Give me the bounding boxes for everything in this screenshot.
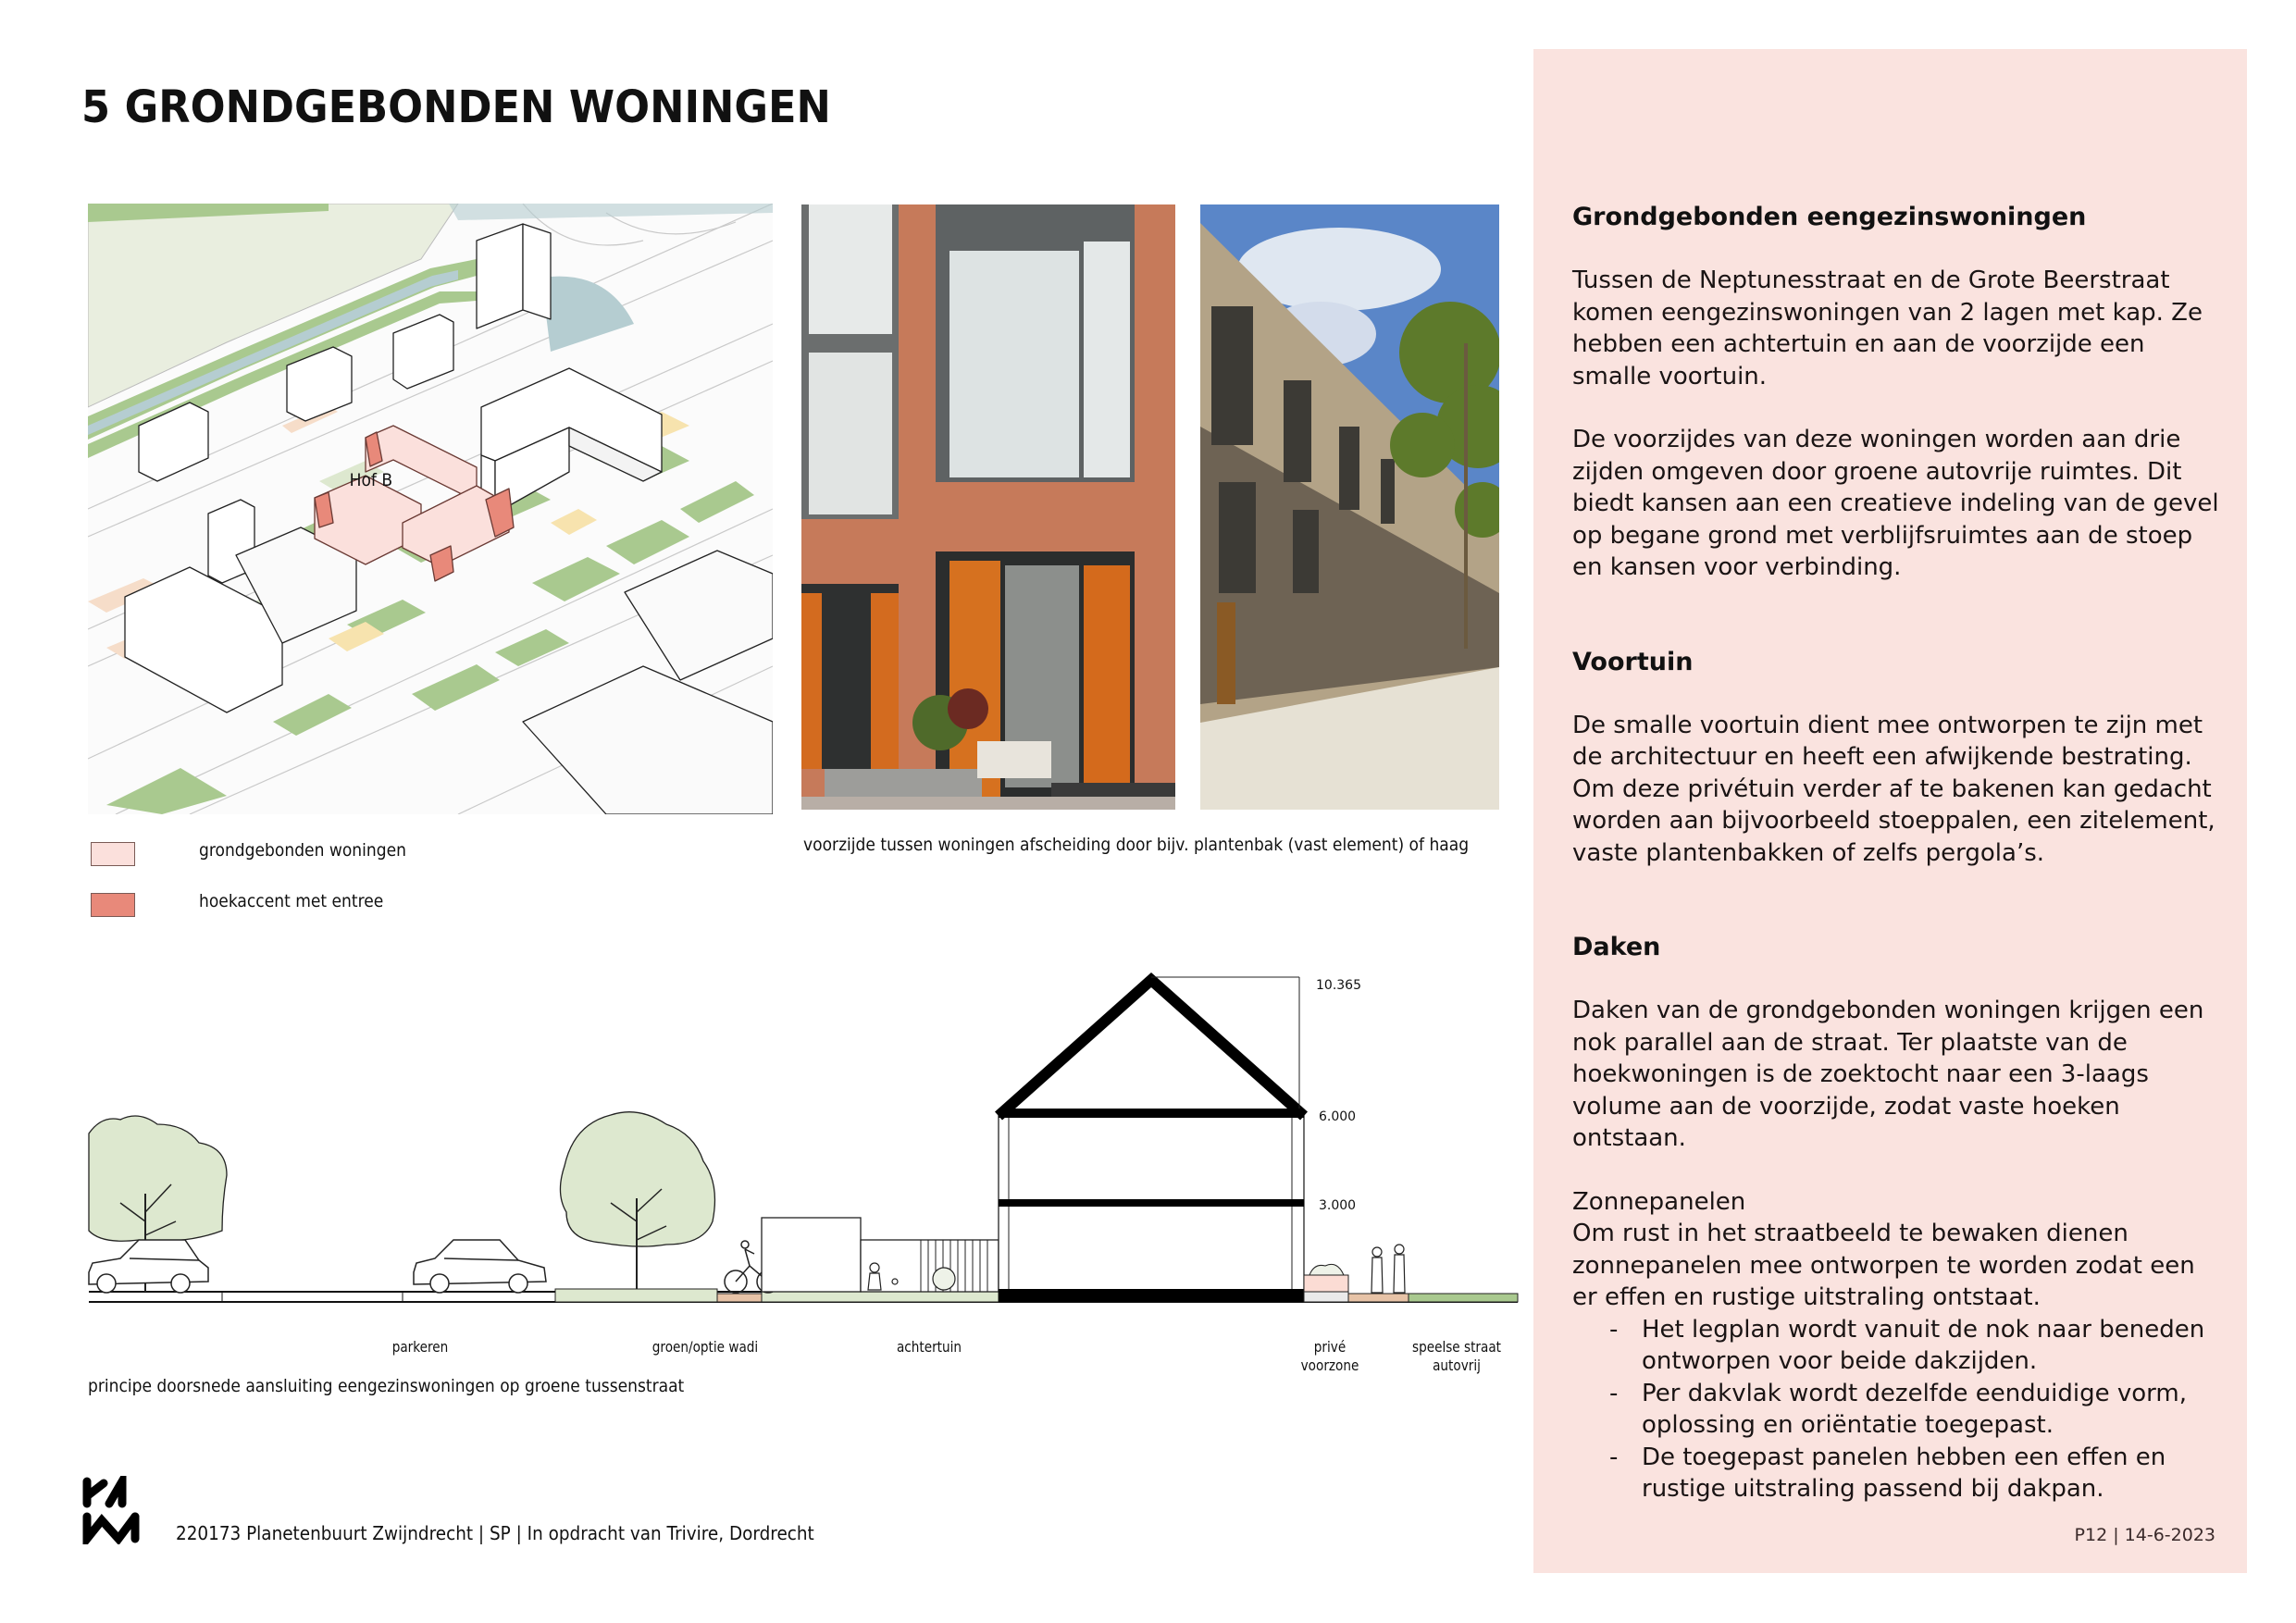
subheading-zonnepanelen: Zonnepanelen	[1572, 1187, 1746, 1216]
bullet-item: - Per dakvlak wordt dezelfde eenduidige vorm, oplossing en oriëntatie toegepast.	[1609, 1379, 2187, 1439]
height-label-eaves: 6.000	[1319, 1109, 1357, 1124]
height-label-first-floor: 3.000	[1319, 1198, 1357, 1213]
legend-swatch-grondgebonden	[91, 842, 135, 866]
panel-content	[1572, 202, 2220, 1505]
legend-swatch-hoekaccent	[91, 893, 135, 917]
hof-b-label: Hof B	[349, 470, 393, 490]
bullet-item: - De toegepast panelen hebben een effen en rustige uitstraling passend bij dakpan.	[1609, 1443, 2166, 1503]
photos-caption: voorzijde tussen woningen afscheiding door bijv. plantenbak (vast element) of haag	[803, 835, 1470, 855]
paragraph-zonnepanelen: Om rust in het straatbeeld te bewaken dienen zonnepanelen mee ontworpen te worden zodat een er effen en rustige uitstraling ontstaat.	[1572, 1220, 2195, 1311]
section-label-prive-line2: voorzone	[1300, 1357, 1359, 1374]
car-middle	[414, 1240, 546, 1293]
section-label-parkeren: parkeren	[391, 1338, 449, 1356]
section-caption: principe doorsnede aansluiting eengezinswoningen op groene tussenstraat	[88, 1376, 685, 1396]
legend-label-hoekaccent: hoekaccent met entree	[199, 891, 384, 911]
height-label-ridge: 10.365	[1316, 978, 1361, 993]
heading-voortuin: Voortuin	[1572, 647, 1694, 676]
house-section	[999, 977, 1304, 1302]
paragraph-intro: Tussen de Neptunesstraat en de Grote Beerstraat komen eengezinswoningen van 2 lagen met kap. Ze hebben een achtertuin en aan de voorzijde een smalle voortuin.	[1572, 266, 2203, 390]
section-label-prive	[1301, 1338, 1359, 1375]
section-label-speelse-straat	[1412, 1338, 1501, 1375]
legend-label-grondgebonden: grondgebonden woningen	[199, 840, 406, 861]
aerial-map-drawing	[88, 204, 773, 814]
kaw-logo-icon	[81, 1476, 141, 1544]
street-section-drawing	[83, 962, 1527, 1332]
section-label-prive-line1: privé	[1313, 1338, 1347, 1356]
footer-project-info: 220173 Planetenbuurt Zwijndrecht | SP | In opdracht van Trivire, Dordrecht	[176, 1522, 814, 1544]
tree-middle	[560, 1112, 714, 1289]
zonnepanelen-bullet-list	[1572, 1314, 2220, 1505]
section-label-achtertuin: achtertuin	[896, 1338, 962, 1356]
bullet-item: - Het legplan wordt vanuit de nok naar beneden ontworpen voor beide dakzijden.	[1609, 1315, 2205, 1375]
heading-grondgebonden: Grondgebonden eengezinswoningen	[1572, 203, 2087, 231]
paragraph-voortuin: De smalle voortuin dient mee ontworpen te zijn met de architectuur en heeft een afwijkende bestrating. Om deze privétuin verder af te bakenen kan gedacht worden aan bijvoorbeeld stoeppalen, een zitelement, vaste plantenbakken of zelfs pergola’s.	[1572, 711, 2215, 867]
section-label-speelse-line2: autovrij	[1433, 1357, 1481, 1374]
paragraph-voorzijdes: De voorzijdes van deze woningen worden aan drie zijden omgeven door groene autovrije ruimtes. Dit biedt kansen aan een creatieve indeling van de gevel op begane grond met verblijfsruimtes aan de stoep en kansen voor verbinding.	[1572, 426, 2219, 581]
page-title: 5 GRONDGEBONDEN WONINGEN	[81, 81, 831, 133]
page-number-date: P12 | 14-6-2023	[2074, 1525, 2215, 1545]
text-panel	[1533, 49, 2247, 1573]
photo-row-houses-street	[1200, 204, 1499, 810]
aerial-site-map	[88, 204, 773, 814]
photo-brick-facade	[801, 204, 1175, 810]
car-left	[89, 1240, 208, 1293]
heading-daken: Daken	[1572, 933, 1661, 961]
paragraph-daken: Daken van de grondgebonden woningen krijgen een nok parallel aan de straat. Ter plaatste van de hoekwoningen is de zoektocht naar een 3-laags volume aan de voorzijde, zodat vaste hoeken ontstaan.	[1572, 997, 2204, 1152]
section-label-speelse-line1: speelse straat	[1411, 1338, 1502, 1356]
section-label-groen: groen/optie wadi	[652, 1338, 759, 1356]
